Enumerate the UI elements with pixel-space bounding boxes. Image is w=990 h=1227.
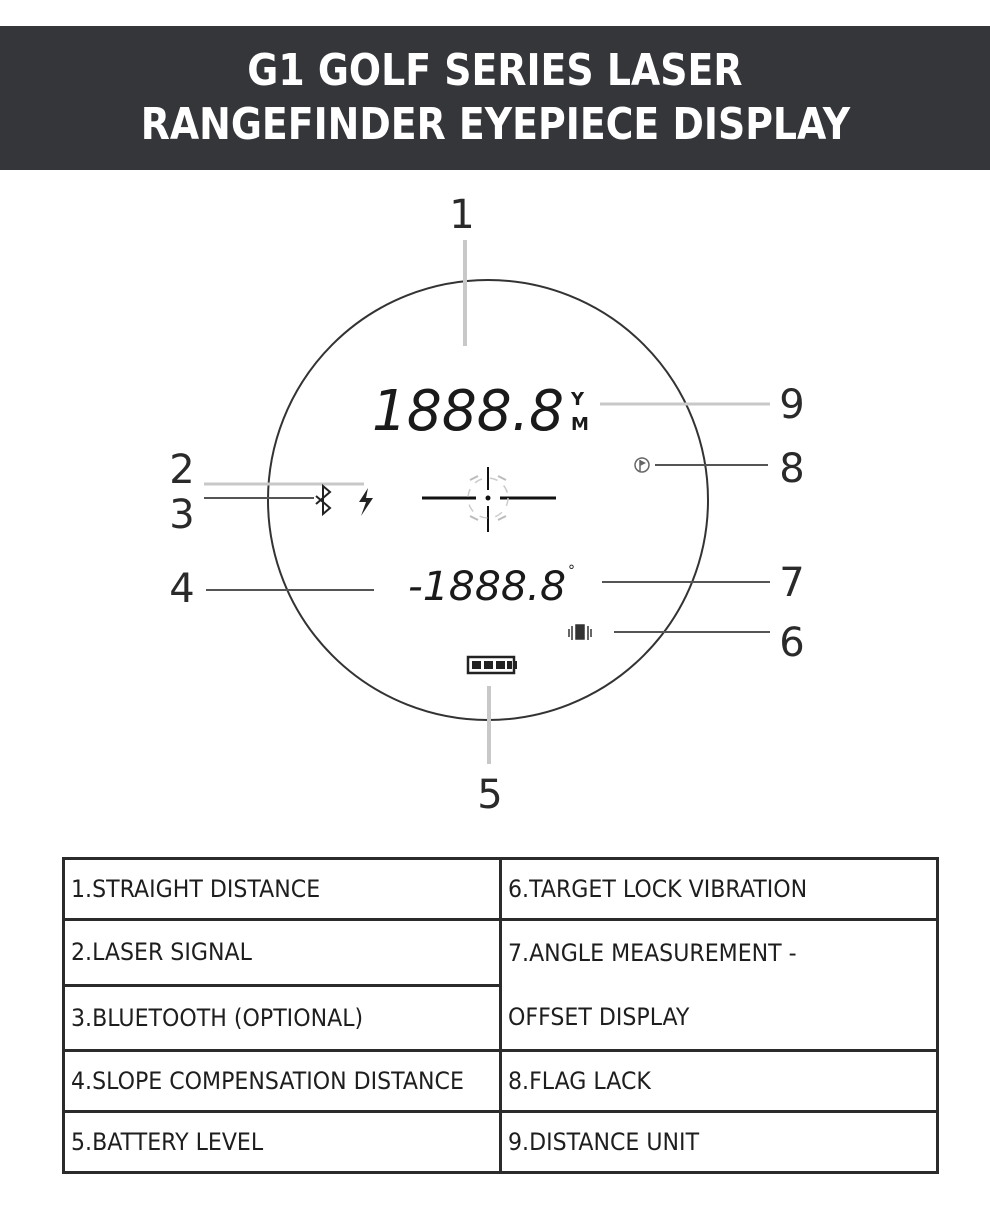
callout-1: 1	[449, 192, 475, 238]
callout-3: 3	[169, 492, 195, 538]
legend-cell-3: 3.BLUETOOTH (OPTIONAL)	[64, 985, 501, 1051]
crosshair-icon	[422, 467, 556, 532]
table-row	[64, 859, 938, 920]
legend-cell-7: 7.ANGLE MEASUREMENT - OFFSET DISPLAY	[501, 920, 938, 1051]
laser-bolt-icon	[359, 488, 373, 516]
title-line-2: RANGEFINDER EYEPIECE DISPLAY	[140, 99, 850, 150]
battery-icon	[468, 657, 517, 673]
legend-cell-2: 2.LASER SIGNAL	[64, 920, 501, 986]
legend-cell-6: 6.TARGET LOCK VIBRATION	[501, 859, 938, 920]
angle-readout: -1888.8	[408, 564, 566, 610]
flag-lock-icon	[635, 458, 649, 472]
legend-cell-9: 9.DISTANCE UNIT	[501, 1112, 938, 1173]
callout-4: 4	[169, 566, 195, 612]
legend-table	[62, 857, 939, 1174]
callout-7: 7	[779, 560, 805, 606]
table-row	[64, 920, 938, 986]
legend-cell-4: 4.SLOPE COMPENSATION DISTANCE	[64, 1051, 501, 1112]
degree-mark: °	[568, 563, 575, 579]
unit-yards: Y	[571, 389, 585, 410]
callout-6: 6	[779, 620, 805, 666]
table-row	[64, 1112, 938, 1173]
unit-meters: M	[571, 414, 589, 435]
callout-2: 2	[169, 447, 195, 493]
title-line-1: G1 GOLF SERIES LASER	[247, 45, 743, 96]
bluetooth-icon	[316, 486, 330, 514]
distance-readout: 1888.8	[372, 379, 564, 444]
legend-cell-5: 5.BATTERY LEVEL	[64, 1112, 501, 1173]
legend-cell-8: 8.FLAG LACK	[501, 1051, 938, 1112]
callout-9: 9	[779, 382, 805, 428]
callout-5: 5	[477, 772, 503, 818]
table-row	[64, 1051, 938, 1112]
legend-cell-1: 1.STRAIGHT DISTANCE	[64, 859, 501, 920]
vibration-icon	[569, 625, 591, 640]
callout-8: 8	[779, 446, 805, 492]
